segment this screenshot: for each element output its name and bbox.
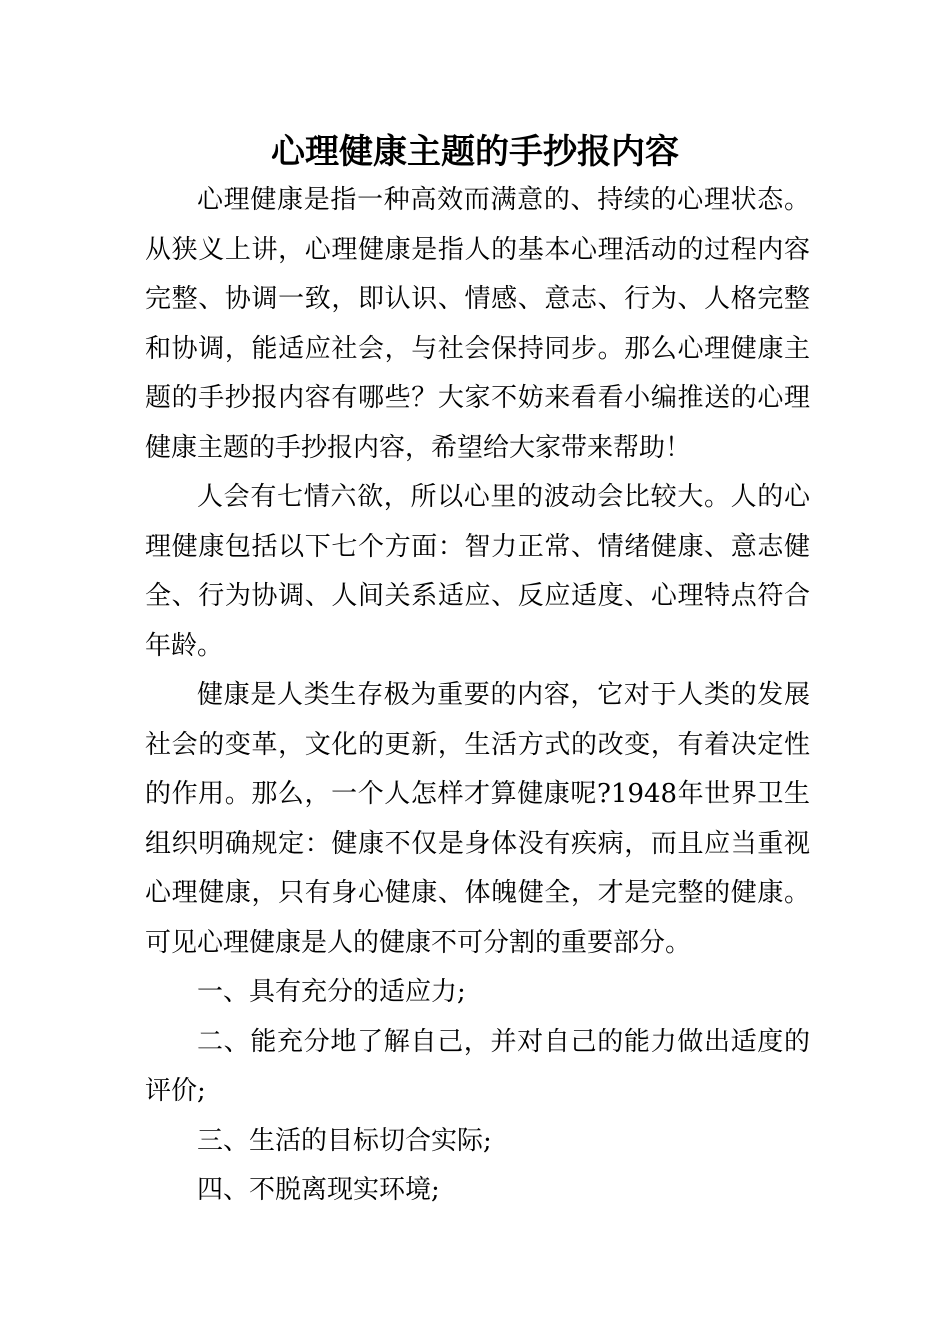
- paragraph-intro: 心理健康是指一种高效而满意的、持续的心理状态。从狭义上讲，心理健康是指人的基本心理活动的过程内容完整、协调一致，即认识、情感、意志、行为、人格完整和协调，能适应社会，与社会保持同步。那么心理健康主题的手抄报内容有哪些？大家不妨来看看小编推送的心理健康主题的手抄报内容，希望给大家带来帮助！: [145, 185, 810, 463]
- list-item-1: 一、具有充分的适应力;: [197, 977, 466, 1007]
- paragraph-aspects: 人会有七情六欲，所以心里的波动会比较大。人的心理健康包括以下七个方面：智力正常、情绪健康、意志健全、行为协调、人间关系适应、反应适度、心理特点符合年龄。: [145, 482, 810, 661]
- document-body: [145, 176, 810, 1216]
- paragraph-health-definition: 健康是人类生存极为重要的内容，它对于人类的发展社会的变革，文化的更新，生活方式的改变，有着决定性的作用。那么，一个人怎样才算健康呢?1948年世界卫生组织明确规定：健康不仅是身体没有疾病，而且应当重视心理健康，只有身心健康、体魄健全，才是完整的健康。可见心理健康是人的健康不可分割的重要部分。: [145, 680, 810, 958]
- document-title: 心理健康主题的手抄报内容: [271, 132, 679, 172]
- list-item-4: 四、不脱离现实环境;: [197, 1175, 440, 1205]
- list-item-3: 三、生活的目标切合实际;: [197, 1125, 492, 1156]
- list-item-2: 二、能充分地了解自己，并对自己的能力做出适度的评价;: [145, 1026, 810, 1106]
